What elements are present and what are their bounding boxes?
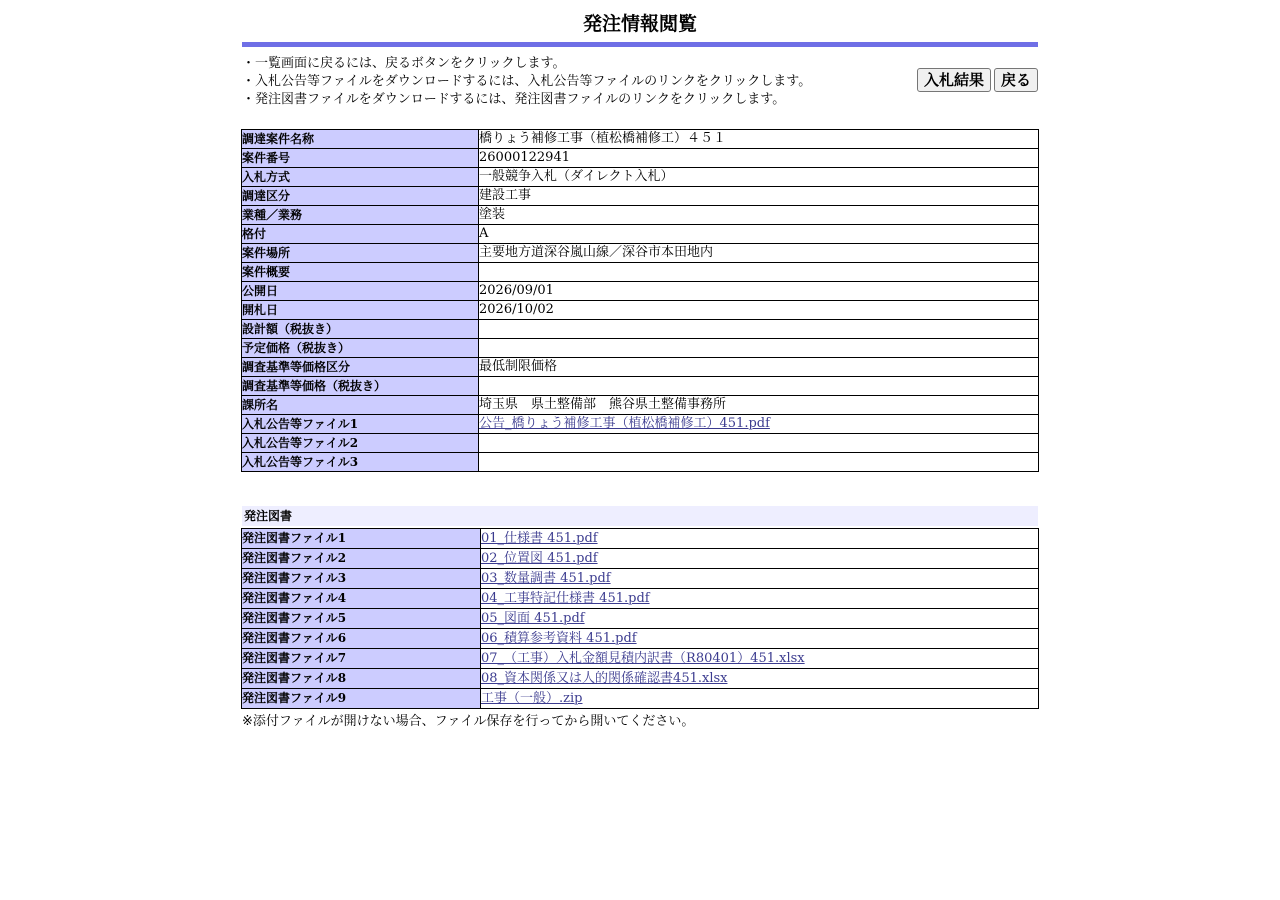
info-label: 案件番号 [242,149,479,168]
drawings-section-heading: 発注図書 [242,506,1038,526]
bid-result-button[interactable]: 入札結果 [917,68,991,92]
info-value: 2026/10/02 [479,301,1039,320]
info-value [479,377,1039,396]
info-value [479,453,1039,472]
drawing-file-link[interactable]: 工事（一般）.zip [481,691,583,706]
instruction-item: ・入札公告等ファイルをダウンロードするには、入札公告等ファイルのリンクをクリックします。 [242,74,812,89]
drawing-file-link[interactable]: 06_積算参考資料 451.pdf [481,631,637,646]
drawing-file-row [242,689,1039,709]
case-info-table [241,129,1039,472]
drawing-file-row [242,589,1039,609]
info-label: 入札公告等ファイル3 [242,453,479,472]
info-value: 埼玉県 県土整備部 熊谷県土整備事務所 [479,396,1039,415]
info-label: 設計額（税抜き） [242,320,479,339]
drawing-file-link[interactable]: 07_（工事）入札金額見積内訳書（R80401）451.xlsx [481,651,805,666]
info-row [242,377,1039,396]
info-value [479,434,1039,453]
info-label: 案件場所 [242,244,479,263]
instruction-item: ・発注図書ファイルをダウンロードするには、発注図書ファイルのリンクをクリックします。 [242,92,786,107]
info-value [479,320,1039,339]
info-value: 主要地方道深谷嵐山線／深谷市本田地内 [479,244,1039,263]
drawing-files-table [241,528,1039,709]
info-value [479,415,1039,434]
info-row [242,453,1039,472]
drawing-file-label: 発注図書ファイル6 [242,629,481,649]
drawing-file-cell [481,529,1039,549]
drawing-file-label: 発注図書ファイル1 [242,529,481,549]
drawing-file-label: 発注図書ファイル5 [242,609,481,629]
drawing-file-link[interactable]: 05_図面 451.pdf [481,611,585,626]
drawing-file-label: 発注図書ファイル2 [242,549,481,569]
info-value: 一般競争入札（ダイレクト入札） [479,168,1039,187]
drawing-file-label: 発注図書ファイル3 [242,569,481,589]
info-row [242,225,1039,244]
drawing-file-cell [481,629,1039,649]
info-row [242,396,1039,415]
info-label: 入札公告等ファイル1 [242,415,479,434]
info-label: 案件概要 [242,263,479,282]
back-button[interactable]: 戻る [994,68,1038,92]
info-label: 調査基準等価格区分 [242,358,479,377]
drawing-file-cell [481,689,1039,709]
drawing-file-link[interactable]: 04_工事特記仕様書 451.pdf [481,591,650,606]
info-row [242,358,1039,377]
info-value: 塗装 [479,206,1039,225]
drawing-file-label: 発注図書ファイル4 [242,589,481,609]
info-row [242,149,1039,168]
page-container [242,0,1038,731]
info-value [479,263,1039,282]
drawing-file-row [242,629,1039,649]
info-label: 課所名 [242,396,479,415]
attachment-note: ※添付ファイルが開けない場合、ファイル保存を行ってから開いてください。 [242,714,695,729]
drawing-file-cell [481,649,1039,669]
notice-file-link[interactable]: 公告_橋りょう補修工事（植松橋補修工）451.pdf [479,416,770,431]
info-label: 格付 [242,225,479,244]
info-row [242,434,1039,453]
drawing-file-row [242,609,1039,629]
drawing-file-label: 発注図書ファイル8 [242,669,481,689]
info-row [242,130,1039,149]
info-row [242,415,1039,434]
info-label: 公開日 [242,282,479,301]
drawing-file-row [242,529,1039,549]
info-label: 業種／業務 [242,206,479,225]
info-row [242,244,1039,263]
info-value: A [479,225,1039,244]
info-row [242,263,1039,282]
page-title: 発注情報閲覧 [582,13,697,35]
info-row [242,320,1039,339]
info-value: 橋りょう補修工事（植松橋補修工）４５１ [479,130,1039,149]
info-label: 調達案件名称 [242,130,479,149]
info-row [242,301,1039,320]
drawing-file-label: 発注図書ファイル9 [242,689,481,709]
info-value: 最低制限価格 [479,358,1039,377]
info-label: 予定価格（税抜き） [242,339,479,358]
drawing-file-row [242,549,1039,569]
info-row [242,187,1039,206]
drawing-file-cell [481,669,1039,689]
drawing-file-row [242,569,1039,589]
drawing-file-cell [481,549,1039,569]
drawing-file-link[interactable]: 02_位置図 451.pdf [481,551,598,566]
instruction-item: ・一覧画面に戻るには、戻るボタンをクリックします。 [242,56,566,71]
drawing-file-link[interactable]: 08_資本関係又は人的関係確認書451.xlsx [481,671,728,686]
drawing-file-link[interactable]: 03_数量調書 451.pdf [481,571,611,586]
drawing-file-cell [481,609,1039,629]
info-value: 建設工事 [479,187,1039,206]
drawing-file-row [242,649,1039,669]
info-row [242,206,1039,225]
drawing-file-label: 発注図書ファイル7 [242,649,481,669]
drawing-file-link[interactable]: 01_仕様書 451.pdf [481,531,598,546]
info-label: 入札方式 [242,168,479,187]
instructions-area [242,47,1038,129]
info-label: 調査基準等価格（税抜き） [242,377,479,396]
info-row [242,168,1039,187]
info-value [479,339,1039,358]
info-label: 入札公告等ファイル2 [242,434,479,453]
info-row [242,339,1039,358]
drawing-file-row [242,669,1039,689]
drawing-file-cell [481,589,1039,609]
info-label: 開札日 [242,301,479,320]
drawing-file-cell [481,569,1039,589]
info-row [242,282,1039,301]
info-value: 2026/09/01 [479,282,1039,301]
info-value: 26000122941 [479,149,1039,168]
info-label: 調達区分 [242,187,479,206]
action-buttons [917,68,1038,92]
